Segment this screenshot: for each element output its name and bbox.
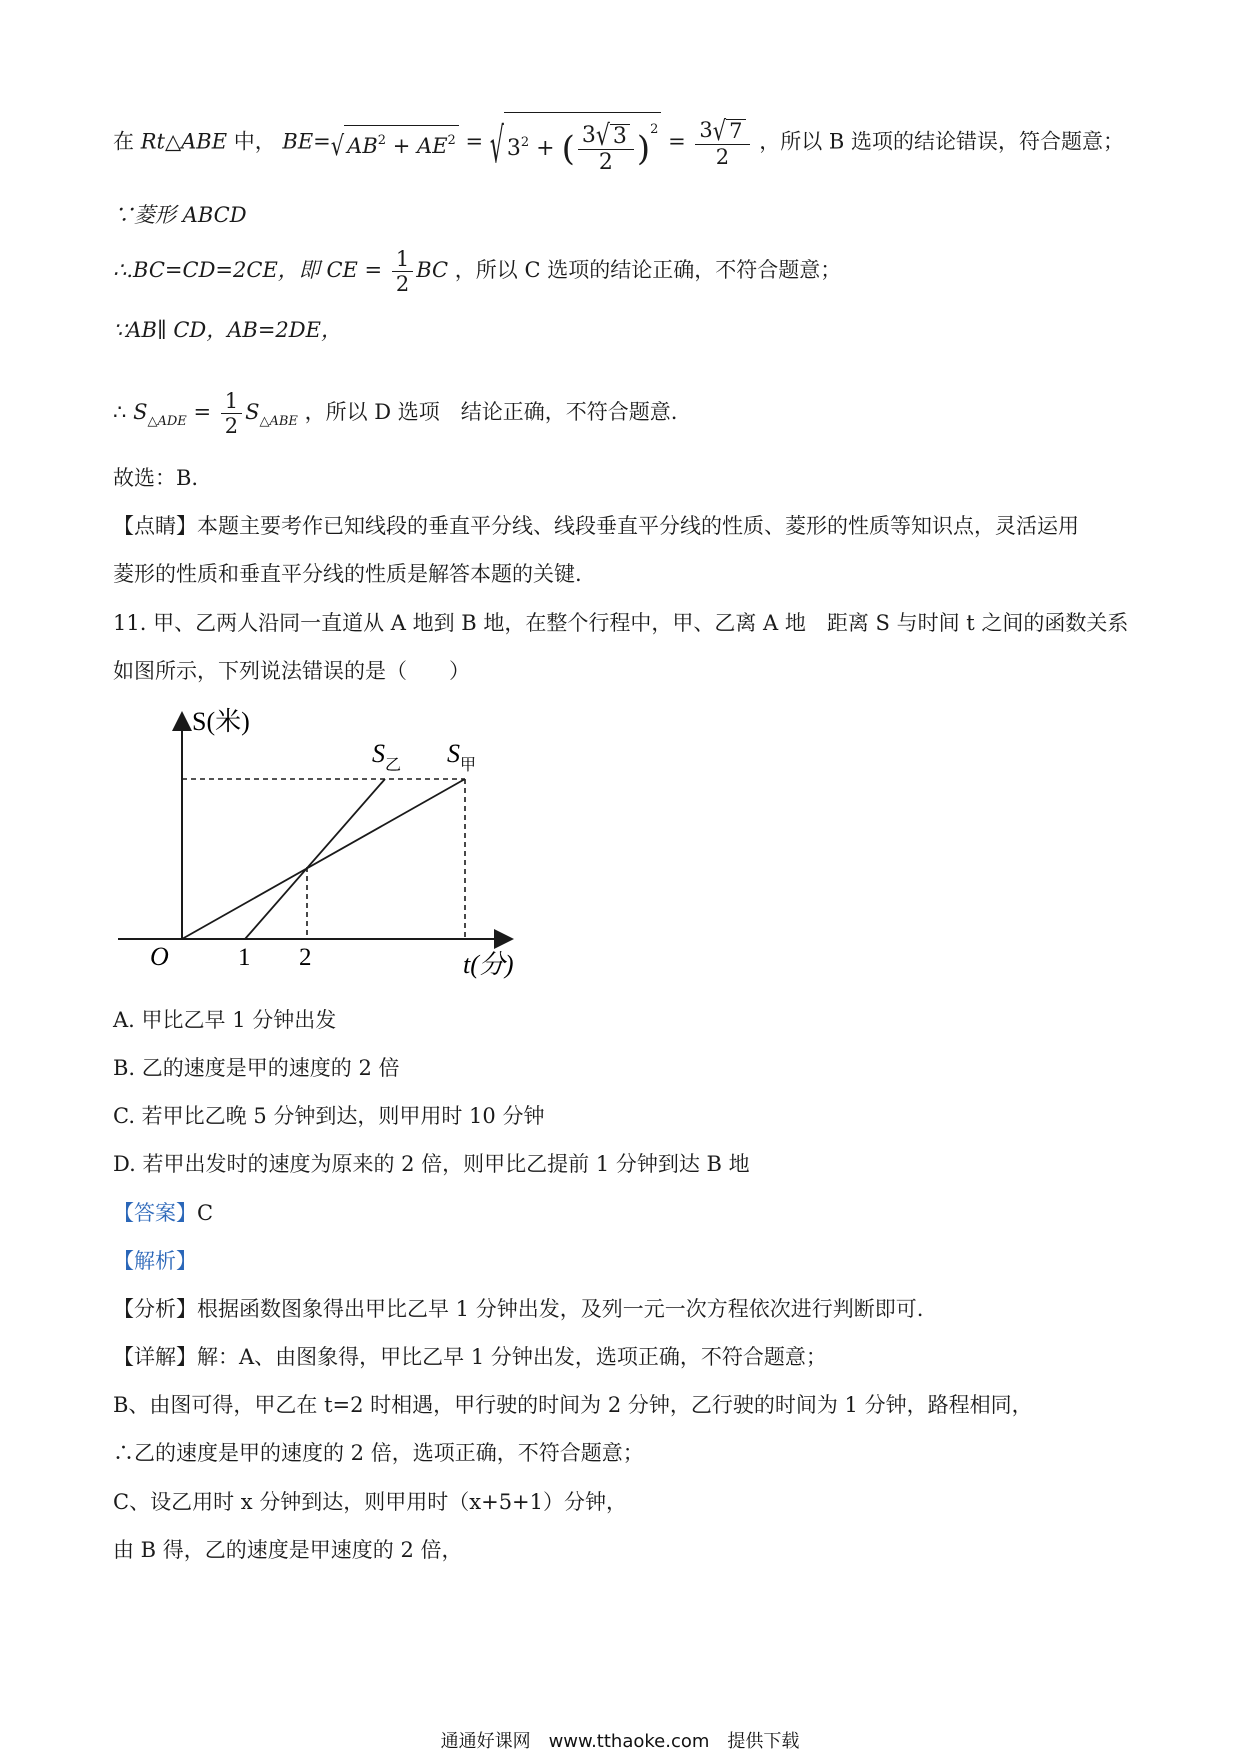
formula-line-ce: ∴.BC=CD=2CE，即 CE = $\frac{1}{2}$ BC ，所以 C 选项的结论正确，不符合题意； — [113, 247, 842, 297]
sqrt-sum: √ $3^2$ + ( $\frac{3√ 3}{2}$ )$^2$ — [490, 112, 662, 174]
text: 在 — [113, 129, 134, 154]
frac-half: $\frac{1}{2}$ — [392, 248, 413, 295]
text: 3 — [581, 122, 596, 148]
text: 2 — [520, 135, 530, 150]
text: C — [197, 1201, 214, 1225]
text-dianjing-1: 【点睛】本题主要考作已知线段的垂直平分线、线段垂直平分线的性质、菱形的性质等知识点，灵活运用 — [113, 514, 1079, 538]
text: 2 — [598, 150, 613, 175]
text-c2: 由 B 得，乙的速度是甲速度的 2 倍， — [113, 1538, 463, 1562]
option-b: B. 乙的速度是甲的速度的 2 倍 — [113, 1056, 400, 1080]
text: 2 — [395, 272, 410, 297]
text: ，所以 C 选项的结论正确，不符合题意； — [454, 258, 842, 283]
text: BC — [416, 258, 449, 283]
text: ∴.BC=CD=2CE，即 — [113, 258, 320, 283]
text: AB — [347, 134, 378, 159]
origin-label: O — [150, 942, 169, 971]
text-b1: B、由图可得，甲乙在 t=2 时相遇，甲行驶的时间为 2 分钟，乙行驶的时间为 1 分钟，路程相同， — [113, 1393, 1033, 1417]
option-a: A. 甲比乙早 1 分钟出发 — [113, 1008, 337, 1032]
text: ，所以 D 选项 结论正确，不符合题意. — [304, 400, 678, 425]
text: 3 — [506, 136, 521, 161]
distance-time-graph — [110, 700, 540, 990]
formula-line-area: ∴ $S_{\triangle ADE}$ = $\frac{1}{2}$ $S_{\triangle ABE}$ ，所以 D 选项 结论正确，不符合题意. — [113, 389, 678, 439]
text: 2 — [715, 144, 730, 169]
text: △ABE — [259, 414, 298, 430]
text-c1: C、设乙用时 x 分钟到达，则甲用时（x+5+1）分钟， — [113, 1490, 628, 1514]
text-rhombus: ∵菱形 ABCD — [113, 203, 247, 227]
text: 2 — [224, 414, 239, 439]
label-s-jia: $S_甲$ — [447, 739, 477, 774]
page-footer: 通通好课网 www.tthaoke.com 提供下载 — [440, 1731, 800, 1752]
option-d: D. 若甲出发时的速度为原来的 2 倍，则甲比乙提前 1 分钟到达 B 地 — [113, 1152, 750, 1176]
text: AE — [417, 134, 448, 159]
formula-line-be — [113, 112, 1124, 174]
text: 2 — [650, 122, 659, 137]
text-fenxi: 【分析】根据函数图象得出甲比乙早 1 分钟出发，及列一元一次方程依次进行判断即可. — [113, 1297, 924, 1321]
frac-half-area: $\frac{1}{2}$ — [221, 390, 242, 437]
option-c: C. 若甲比乙晚 5 分钟到达，则甲用时 10 分钟 — [113, 1104, 545, 1128]
text: ∴ — [113, 400, 127, 425]
text: BE — [282, 129, 314, 154]
text-dianjing-2: 菱形的性质和垂直平分线的性质是解答本题的关键. — [113, 562, 582, 586]
text: 3 — [699, 117, 713, 142]
analysis-tag: 【解析】 — [113, 1249, 197, 1273]
question-11-line-2: 如图所示，下列说法错误的是（ ） — [113, 659, 470, 683]
text: 2 — [447, 133, 456, 149]
text: 3 — [610, 124, 630, 148]
tick-2: 2 — [299, 944, 312, 971]
text: △ADE — [147, 414, 187, 430]
text: = — [668, 129, 686, 154]
text: + — [536, 136, 555, 161]
text: △ABE — [164, 129, 228, 154]
text: Rt — [140, 129, 165, 154]
text: 2 — [377, 133, 387, 149]
text: ，所以 B 选项的结论错误，符合题意； — [759, 129, 1124, 154]
tick-1: 1 — [238, 944, 251, 971]
text: S — [245, 400, 260, 425]
text: = — [313, 129, 331, 154]
line-yi — [245, 779, 385, 939]
frac-3sqrt3-over-2: $\frac{3√ 3}{2}$ — [578, 124, 634, 174]
label-s-yi: $S_乙$ — [372, 739, 402, 774]
text-parallel: ∵AB∥ CD，AB=2DE， — [113, 318, 342, 342]
question-11-line-1: 11. 甲、乙两人沿同一直道从 A 地到 B 地，在整个行程中，甲、乙离 A 地 距离 S 与时间 t 之间的函数关系 — [113, 611, 1129, 635]
y-axis-label: S(米) — [192, 707, 250, 736]
text: CE — [326, 258, 358, 283]
text: 中， — [233, 129, 276, 154]
text: 【答案】 — [113, 1201, 197, 1225]
text: S — [133, 400, 148, 425]
text-choice: 故选：B. — [113, 466, 199, 490]
text: = — [465, 129, 484, 154]
frac-3sqrt7-over-2: $\frac{3√ 7}{2}$ — [695, 119, 749, 168]
line-jia — [182, 779, 465, 939]
text-xiangjie: 【详解】解：A、由图象得，甲比乙早 1 分钟出发，选项正确，不符合题意； — [113, 1345, 827, 1369]
x-axis-label: t(分) — [463, 950, 514, 979]
sqrt-ab-ae: √ $AB^2 + AE^2$ — [331, 125, 459, 161]
text-b2: ∴乙的速度是甲的速度的 2 倍，选项正确，不符合题意； — [113, 1441, 644, 1465]
text: 7 — [726, 119, 745, 142]
text: + — [392, 134, 411, 159]
answer-line — [113, 1198, 213, 1228]
